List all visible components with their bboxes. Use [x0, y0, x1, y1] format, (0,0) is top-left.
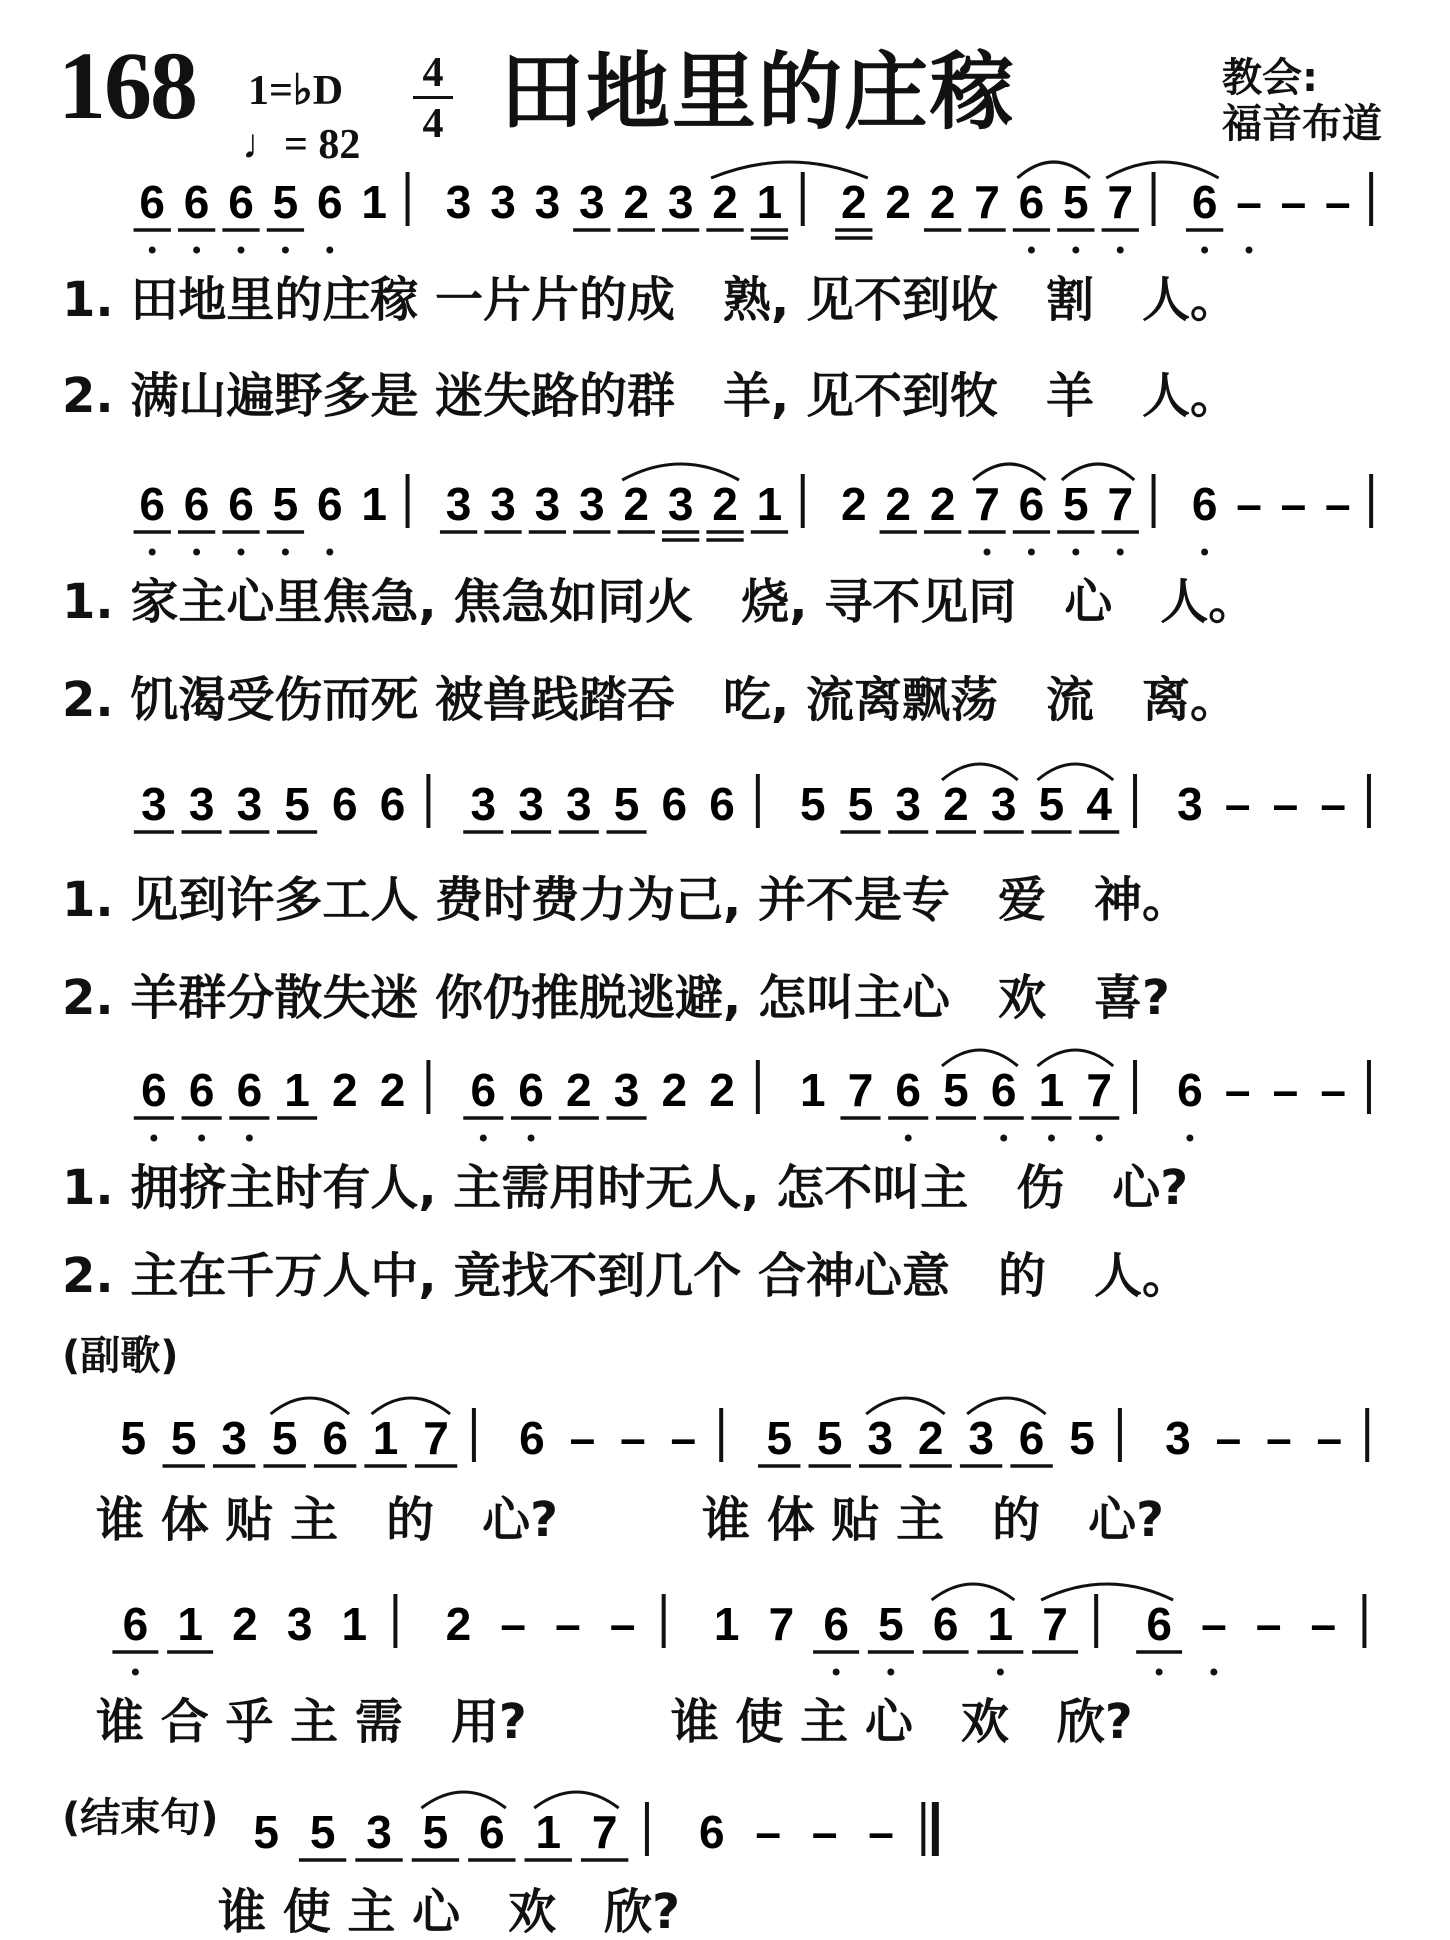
note-digit: 1: [361, 478, 388, 530]
dash-note: –: [670, 1412, 697, 1464]
dash-note: –: [609, 1598, 636, 1650]
chorus-lyric-line1: 谁 体 贴 主 的 心? 谁 体 贴 主 的 心?: [96, 1492, 1164, 1548]
note-digit: 7: [591, 1806, 618, 1858]
note-digit: 6: [228, 478, 254, 530]
note-digit: 5: [284, 778, 310, 830]
lower-octave-dot: [1072, 247, 1079, 254]
lower-octave-dot: [984, 549, 991, 556]
lyric-verse2-line3: 2. 羊群分散失迷 你仍推脱逃避, 怎叫主心 欢 喜?: [62, 970, 1170, 1026]
note-digit: 5: [816, 1412, 843, 1464]
note-digit: 5: [272, 478, 299, 530]
ending-lyric-line: 谁 使 主 心 欢 欣?: [218, 1884, 680, 1940]
lower-octave-dot: [246, 1135, 253, 1142]
lyric-verse1-line3: 1. 见到许多工人 费时费力为己, 并不是专 爱 神。: [62, 872, 1191, 928]
note-digit: 6: [518, 1064, 544, 1116]
note-digit: 3: [221, 1412, 247, 1464]
tune-label: 教会:: [1222, 55, 1318, 101]
note-digit: 6: [661, 778, 688, 830]
note-digit: 5: [847, 778, 874, 830]
note-digit: 2: [885, 478, 912, 530]
note-digit: 6: [519, 1412, 545, 1464]
dash-note: –: [1320, 1064, 1346, 1116]
time-signature-top: 4: [422, 50, 444, 96]
note-digit: 5: [766, 1412, 793, 1464]
note-digit: 2: [712, 176, 738, 228]
note-digit: 2: [709, 1064, 735, 1116]
lower-octave-dot: [238, 549, 245, 556]
note-digit: 5: [1063, 176, 1089, 228]
note-digit: 2: [661, 1064, 688, 1116]
note-digit: 6: [932, 1598, 959, 1650]
lower-octave-dot: [1117, 549, 1124, 556]
note-digit: 3: [667, 478, 694, 530]
dash-note: –: [620, 1412, 646, 1464]
note-digit: 1: [341, 1598, 368, 1650]
note-digit: 3: [366, 1806, 392, 1858]
note-digit: 3: [1177, 778, 1203, 830]
note-digit: 5: [613, 778, 640, 830]
lower-octave-dot: [1000, 1135, 1007, 1142]
note-digit: 3: [613, 1064, 640, 1116]
note-digit: 6: [1191, 176, 1218, 228]
lower-octave-dot: [282, 247, 289, 254]
lower-octave-dot: [1201, 247, 1208, 254]
lower-octave-dot: [1028, 549, 1035, 556]
note-digit: 3: [236, 778, 263, 830]
lower-octave-dot: [132, 1669, 139, 1676]
dash-note: –: [1320, 778, 1346, 830]
note-digit: 6: [122, 1598, 149, 1650]
note-digit: 6: [188, 1064, 215, 1116]
note-digit: 1: [361, 176, 388, 228]
dash-note: –: [1325, 176, 1351, 228]
note-digit: 1: [284, 1064, 310, 1116]
note-digit: 5: [943, 1064, 969, 1116]
note-digit: 6: [479, 1806, 505, 1858]
note-digit: 6: [139, 176, 165, 228]
note-digit: 1: [372, 1412, 399, 1464]
note-digit: 2: [232, 1598, 258, 1650]
lower-octave-dot: [198, 1135, 205, 1142]
lyric-verse2-line1: 2. 满山遍野多是 迷失路的群 羊, 见不到牧 羊 人。: [62, 368, 1239, 424]
lower-octave-dot: [149, 549, 156, 556]
lower-octave-dot: [1117, 247, 1124, 254]
lyric-verse1-line1: 1. 田地里的庄稼 一片片的成 熟, 见不到收 割 人。: [62, 272, 1239, 328]
note-digit: 1: [756, 176, 783, 228]
note-digit: 6: [1146, 1598, 1172, 1650]
note-digit: 2: [445, 1598, 472, 1650]
note-digit: 6: [895, 1064, 922, 1116]
note-digit: 5: [170, 1412, 197, 1464]
note-digit: 3: [534, 478, 561, 530]
note-digit: 3: [968, 1412, 994, 1464]
note-digit: 5: [309, 1806, 336, 1858]
dash-note: –: [1316, 1412, 1343, 1464]
note-digit: 3: [470, 778, 497, 830]
note-digit: 6: [470, 1064, 497, 1116]
note-digit: 1: [756, 478, 783, 530]
note-digit: 6: [823, 1598, 849, 1650]
lyric-verse2-line2: 2. 饥渴受伤而死 被兽践踏吞 吃, 流离飘荡 流 离。: [62, 672, 1239, 728]
tune-name: 福音布道: [1222, 101, 1382, 147]
dash-note: –: [1224, 1064, 1251, 1116]
note-digit: 2: [929, 176, 956, 228]
note-digit: 6: [1177, 1064, 1203, 1116]
hymn-number: 168: [58, 32, 196, 139]
dash-note: –: [1255, 1598, 1282, 1650]
note-digit: 3: [286, 1598, 313, 1650]
lower-octave-dot: [997, 1669, 1004, 1676]
lower-octave-dot: [1246, 247, 1253, 254]
note-digit: 6: [183, 176, 210, 228]
chorus-lyric-line2: 谁 合 乎 主 需 用? 谁 使 主 心 欢 欣?: [96, 1694, 1133, 1750]
note-digit: 5: [799, 778, 826, 830]
lower-octave-dot: [905, 1135, 912, 1142]
note-digit: 5: [422, 1806, 449, 1858]
note-digit: 6: [322, 1412, 348, 1464]
note-digit: 6: [1018, 478, 1045, 530]
note-digit: 3: [188, 778, 215, 830]
lower-octave-dot: [528, 1135, 535, 1142]
key-signature: 1=♭D: [248, 68, 344, 114]
dash-note: –: [1201, 1598, 1227, 1650]
note-digit: 5: [272, 176, 299, 228]
dash-note: –: [1266, 1412, 1292, 1464]
lower-octave-dot: [480, 1135, 487, 1142]
dash-note: –: [755, 1806, 782, 1858]
note-digit: 7: [974, 478, 1000, 530]
dash-note: –: [1224, 778, 1251, 830]
dash-note: –: [1280, 176, 1307, 228]
note-digit: 1: [799, 1064, 826, 1116]
note-digit: 2: [929, 478, 956, 530]
lower-octave-dot: [193, 247, 200, 254]
note-digit: 5: [120, 1412, 147, 1464]
lower-octave-dot: [238, 247, 245, 254]
note-digit: 5: [1069, 1412, 1095, 1464]
dash-note: –: [1325, 478, 1351, 530]
note-digit: 2: [623, 176, 650, 228]
note-digit: 7: [847, 1064, 874, 1116]
note-digit: 3: [490, 176, 516, 228]
note-digit: 3: [579, 478, 605, 530]
note-digit: 7: [423, 1412, 449, 1464]
note-digit: 6: [1018, 1412, 1045, 1464]
hymn-title: 田地里的庄稼: [500, 43, 1017, 141]
lower-octave-dot: [1186, 1135, 1193, 1142]
dash-note: –: [555, 1598, 581, 1650]
note-digit: 6: [228, 176, 254, 228]
dash-note: –: [1236, 478, 1262, 530]
note-digit: 3: [579, 176, 605, 228]
lower-octave-dot: [193, 549, 200, 556]
note-digit: 2: [566, 1064, 592, 1116]
note-digit: 2: [917, 1412, 944, 1464]
lower-octave-dot: [282, 549, 289, 556]
note-digit: 2: [379, 1064, 406, 1116]
note-digit: 7: [1107, 176, 1134, 228]
note-digit: 3: [141, 778, 167, 830]
dash-note: –: [569, 1412, 596, 1464]
lower-octave-dot: [1028, 247, 1035, 254]
note-digit: 6: [379, 778, 406, 830]
lower-octave-dot: [833, 1669, 840, 1676]
lower-octave-dot: [326, 549, 333, 556]
note-digit: 3: [445, 478, 472, 530]
lower-octave-dot: [326, 247, 333, 254]
ending-label: (结束句): [62, 1795, 219, 1841]
dash-note: –: [1215, 1412, 1242, 1464]
lower-octave-dot: [1096, 1135, 1103, 1142]
dash-note: –: [500, 1598, 526, 1650]
note-digit: 3: [990, 778, 1017, 830]
note-digit: 3: [1165, 1412, 1191, 1464]
chorus-label: (副歌): [62, 1333, 179, 1379]
note-digit: 2: [712, 478, 738, 530]
note-digit: 7: [1086, 1064, 1113, 1116]
note-digit: 3: [667, 176, 694, 228]
lyric-verse2-line4: 2. 主在千万人中, 竟找不到几个 合神心意 的 人。: [62, 1248, 1191, 1304]
lower-octave-dot: [1210, 1669, 1217, 1676]
note-digit: 6: [709, 778, 735, 830]
note-digit: 6: [317, 176, 343, 228]
lower-octave-dot: [150, 1135, 157, 1142]
note-digit: 3: [445, 176, 472, 228]
note-digit: 5: [253, 1806, 279, 1858]
dash-note: –: [1280, 478, 1307, 530]
note-digit: 2: [885, 176, 912, 228]
lower-octave-dot: [1072, 549, 1079, 556]
tempo-marking: ♩= 82: [242, 122, 361, 168]
note-digit: 5: [1038, 778, 1065, 830]
note-digit: 1: [177, 1598, 203, 1650]
note-digit: 3: [867, 1412, 893, 1464]
note-digit: 1: [713, 1598, 740, 1650]
dash-note: –: [1272, 778, 1299, 830]
note-digit: 5: [1063, 478, 1089, 530]
note-digit: 2: [841, 478, 867, 530]
time-signature-bottom: 4: [413, 96, 453, 145]
note-digit: 2: [623, 478, 650, 530]
lower-octave-dot: [1048, 1135, 1055, 1142]
note-digit: 5: [878, 1598, 904, 1650]
note-digit: 7: [974, 176, 1000, 228]
note-digit: 6: [1018, 176, 1045, 228]
note-digit: 3: [895, 778, 922, 830]
lower-octave-dot: [1201, 549, 1208, 556]
dash-note: –: [1236, 176, 1262, 228]
note-digit: 4: [1086, 778, 1113, 830]
note-digit: 2: [332, 1064, 358, 1116]
dash-note: –: [1272, 1064, 1299, 1116]
note-digit: 6: [317, 478, 343, 530]
note-digit: 5: [271, 1412, 298, 1464]
note-digit: 3: [490, 478, 516, 530]
note-digit: 7: [768, 1598, 795, 1650]
lower-octave-dot: [887, 1669, 894, 1676]
note-digit: 1: [535, 1806, 562, 1858]
note-digit: 6: [141, 1064, 167, 1116]
lower-octave-dot: [1156, 1669, 1163, 1676]
note-digit: 6: [236, 1064, 263, 1116]
lyric-verse1-line2: 1. 家主心里焦急, 焦急如同火 烧, 寻不见同 心 人。: [62, 574, 1257, 630]
lyric-verse1-line4: 1. 拥挤主时有人, 主需用时无人, 怎不叫主 伤 心?: [62, 1160, 1189, 1216]
dash-note: –: [811, 1806, 838, 1858]
note-digit: 6: [332, 778, 358, 830]
note-digit: 1: [987, 1598, 1014, 1650]
lower-octave-dot: [149, 247, 156, 254]
note-digit: 7: [1042, 1598, 1068, 1650]
note-digit: 3: [534, 176, 561, 228]
note-digit: 6: [1191, 478, 1218, 530]
note-digit: 2: [841, 176, 867, 228]
note-digit: 2: [943, 778, 969, 830]
note-digit: 7: [1107, 478, 1134, 530]
dash-note: –: [868, 1806, 894, 1858]
note-digit: 6: [183, 478, 210, 530]
dash-note: –: [1310, 1598, 1337, 1650]
note-digit: 6: [990, 1064, 1017, 1116]
note-digit: 6: [139, 478, 165, 530]
note-digit: 3: [518, 778, 544, 830]
note-digit: 3: [566, 778, 592, 830]
note-digit: 1: [1038, 1064, 1065, 1116]
note-digit: 6: [699, 1806, 725, 1858]
